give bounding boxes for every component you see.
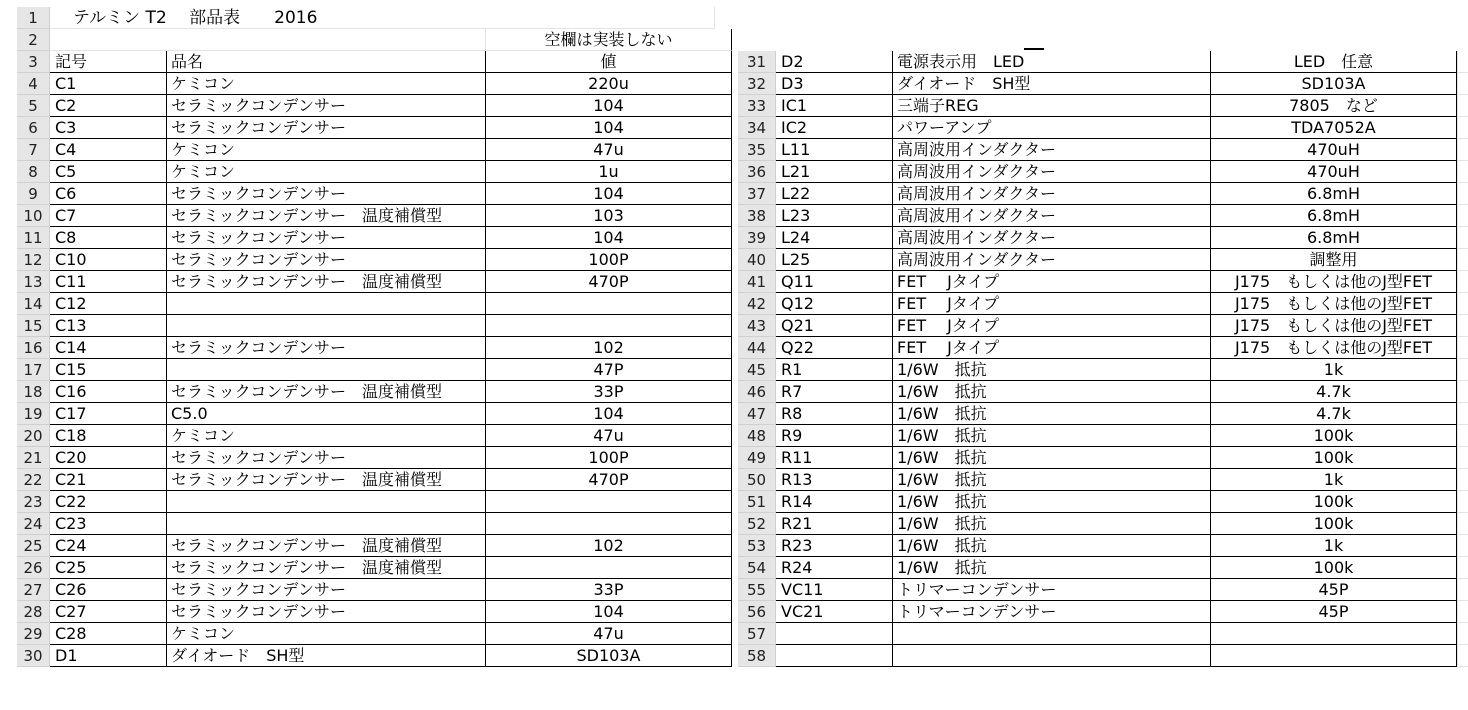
- cell-part-name[interactable]: 1/6W 抵抗: [893, 425, 1211, 447]
- cell-part-name[interactable]: トリマーコンデンサー: [893, 601, 1211, 623]
- cell-symbol[interactable]: D1: [50, 645, 167, 667]
- cell-empty[interactable]: [1457, 51, 1468, 73]
- cell-symbol[interactable]: [776, 623, 893, 645]
- cell-value[interactable]: 4.7k: [1211, 403, 1457, 425]
- dash-mark: [1024, 48, 1044, 50]
- cell-part-name[interactable]: [167, 315, 486, 337]
- cell-part-name[interactable]: 三端子REG: [893, 95, 1211, 117]
- cell-part-name[interactable]: 1/6W 抵抗: [893, 381, 1211, 403]
- cell-part-name[interactable]: セラミックコンデンサー 温度補償型: [167, 271, 486, 293]
- cell-part-name[interactable]: 電源表示用 LED: [893, 51, 1211, 73]
- cell-symbol[interactable]: L21: [776, 161, 893, 183]
- cell-symbol[interactable]: [776, 645, 893, 667]
- cell-part-name[interactable]: 高周波用インダクター: [893, 249, 1211, 271]
- row-header[interactable]: 25: [17, 535, 50, 557]
- row-header[interactable]: 12: [17, 249, 50, 271]
- cell-value[interactable]: 102: [486, 337, 732, 359]
- row-header[interactable]: 58: [738, 645, 776, 667]
- cell-symbol[interactable]: R24: [776, 557, 893, 579]
- header-symbol[interactable]: 記号: [50, 51, 167, 73]
- cell-empty[interactable]: [1457, 359, 1468, 381]
- note-cell[interactable]: 空欄は実装しない: [486, 29, 732, 51]
- cell-part-name[interactable]: セラミックコンデンサー: [167, 227, 486, 249]
- cell-empty[interactable]: [1457, 535, 1468, 557]
- cell-value[interactable]: 47P: [486, 359, 732, 381]
- row-header[interactable]: 15: [17, 315, 50, 337]
- row-header[interactable]: 18: [17, 381, 50, 403]
- cell-empty[interactable]: [1457, 491, 1468, 513]
- cell-part-name[interactable]: 1/6W 抵抗: [893, 557, 1211, 579]
- cell-part-name[interactable]: ケミコン: [167, 161, 486, 183]
- row-header[interactable]: 45: [738, 359, 776, 381]
- cell-empty[interactable]: [1457, 117, 1468, 139]
- row-header[interactable]: 20: [17, 425, 50, 447]
- row-header[interactable]: 47: [738, 403, 776, 425]
- row-header[interactable]: 39: [738, 227, 776, 249]
- cell-empty[interactable]: [1457, 315, 1468, 337]
- cell-value[interactable]: 6.8mH: [1211, 205, 1457, 227]
- row-header[interactable]: 16: [17, 337, 50, 359]
- cell-value[interactable]: [486, 491, 732, 513]
- cell-empty[interactable]: [1457, 227, 1468, 249]
- cell-value[interactable]: 6.8mH: [1211, 183, 1457, 205]
- cell-empty[interactable]: [1457, 249, 1468, 271]
- cell-value[interactable]: 6.8mH: [1211, 227, 1457, 249]
- cell-empty[interactable]: [1457, 205, 1468, 227]
- cell-symbol[interactable]: R23: [776, 535, 893, 557]
- cell-symbol[interactable]: R1: [776, 359, 893, 381]
- cell-part-name[interactable]: ダイオード SH型: [167, 645, 486, 667]
- row-header[interactable]: 9: [17, 183, 50, 205]
- cell-symbol[interactable]: C28: [50, 623, 167, 645]
- cell-value[interactable]: 103: [486, 205, 732, 227]
- row-header[interactable]: 11: [17, 227, 50, 249]
- cell-empty[interactable]: [1457, 447, 1468, 469]
- cell-value[interactable]: 47u: [486, 623, 732, 645]
- cell-symbol[interactable]: C17: [50, 403, 167, 425]
- row-header[interactable]: 27: [17, 579, 50, 601]
- cell-symbol[interactable]: C16: [50, 381, 167, 403]
- cell-part-name[interactable]: セラミックコンデンサー: [167, 117, 486, 139]
- cell-part-name[interactable]: セラミックコンデンサー 温度補償型: [167, 557, 486, 579]
- cell-symbol[interactable]: IC1: [776, 95, 893, 117]
- row-header[interactable]: 8: [17, 161, 50, 183]
- cell-value[interactable]: 調整用: [1211, 249, 1457, 271]
- cell-part-name[interactable]: 高周波用インダクター: [893, 205, 1211, 227]
- cell-value[interactable]: J175 もしくは他のJ型FET: [1211, 337, 1457, 359]
- cell-part-name[interactable]: 高周波用インダクター: [893, 183, 1211, 205]
- row-header[interactable]: 6: [17, 117, 50, 139]
- cell-symbol[interactable]: R13: [776, 469, 893, 491]
- cell-symbol[interactable]: L11: [776, 139, 893, 161]
- cell-symbol[interactable]: R9: [776, 425, 893, 447]
- cell-symbol[interactable]: VC21: [776, 601, 893, 623]
- cell-symbol[interactable]: VC11: [776, 579, 893, 601]
- cell-value[interactable]: 104: [486, 183, 732, 205]
- cell-symbol[interactable]: R11: [776, 447, 893, 469]
- cell-part-name[interactable]: セラミックコンデンサー: [167, 95, 486, 117]
- cell-symbol[interactable]: C26: [50, 579, 167, 601]
- cell-empty[interactable]: [1457, 183, 1468, 205]
- row-header[interactable]: 3: [17, 51, 50, 73]
- cell-empty[interactable]: [1457, 139, 1468, 161]
- cell-symbol[interactable]: C12: [50, 293, 167, 315]
- row-header[interactable]: 43: [738, 315, 776, 337]
- row-header[interactable]: 7: [17, 139, 50, 161]
- cell-part-name[interactable]: セラミックコンデンサー 温度補償型: [167, 381, 486, 403]
- cell-value[interactable]: [486, 315, 732, 337]
- cell-symbol[interactable]: C7: [50, 205, 167, 227]
- cell-value[interactable]: 1u: [486, 161, 732, 183]
- row-header[interactable]: 50: [738, 469, 776, 491]
- cell-part-name[interactable]: FET Jタイプ: [893, 315, 1211, 337]
- cell-symbol[interactable]: C5: [50, 161, 167, 183]
- cell-part-name[interactable]: C5.0: [167, 403, 486, 425]
- cell-empty[interactable]: [50, 29, 486, 51]
- cell-symbol[interactable]: Q21: [776, 315, 893, 337]
- cell-value[interactable]: J175 もしくは他のJ型FET: [1211, 293, 1457, 315]
- cell-value[interactable]: 104: [486, 403, 732, 425]
- cell-symbol[interactable]: IC2: [776, 117, 893, 139]
- cell-value[interactable]: SD103A: [486, 645, 732, 667]
- cell-symbol[interactable]: C3: [50, 117, 167, 139]
- cell-value[interactable]: [486, 513, 732, 535]
- row-header[interactable]: 41: [738, 271, 776, 293]
- row-header[interactable]: 32: [738, 73, 776, 95]
- cell-value[interactable]: 100k: [1211, 513, 1457, 535]
- cell-value[interactable]: 45P: [1211, 601, 1457, 623]
- cell-value[interactable]: 33P: [486, 579, 732, 601]
- cell-value[interactable]: 104: [486, 95, 732, 117]
- cell-symbol[interactable]: C25: [50, 557, 167, 579]
- row-header[interactable]: 56: [738, 601, 776, 623]
- cell-part-name[interactable]: セラミックコンデンサー: [167, 601, 486, 623]
- cell-part-name[interactable]: [167, 491, 486, 513]
- cell-value[interactable]: 470uH: [1211, 139, 1457, 161]
- row-header[interactable]: 1: [17, 7, 50, 29]
- cell-empty[interactable]: [1457, 271, 1468, 293]
- row-header[interactable]: 55: [738, 579, 776, 601]
- cell-symbol[interactable]: C20: [50, 447, 167, 469]
- cell-symbol[interactable]: R8: [776, 403, 893, 425]
- cell-value[interactable]: 470P: [486, 469, 732, 491]
- cell-empty[interactable]: [1457, 623, 1468, 645]
- cell-part-name[interactable]: セラミックコンデンサー: [167, 579, 486, 601]
- row-header[interactable]: 28: [17, 601, 50, 623]
- row-header[interactable]: 22: [17, 469, 50, 491]
- cell-symbol[interactable]: R21: [776, 513, 893, 535]
- cell-value[interactable]: [1211, 645, 1457, 667]
- row-header[interactable]: 29: [17, 623, 50, 645]
- cell-symbol[interactable]: C10: [50, 249, 167, 271]
- cell-symbol[interactable]: L22: [776, 183, 893, 205]
- cell-symbol[interactable]: D2: [776, 51, 893, 73]
- cell-empty[interactable]: [1457, 425, 1468, 447]
- cell-part-name[interactable]: [167, 293, 486, 315]
- cell-part-name[interactable]: 高周波用インダクター: [893, 139, 1211, 161]
- cell-part-name[interactable]: 高周波用インダクター: [893, 227, 1211, 249]
- cell-part-name[interactable]: FET Jタイプ: [893, 337, 1211, 359]
- cell-value[interactable]: TDA7052A: [1211, 117, 1457, 139]
- cell-part-name[interactable]: パワーアンプ: [893, 117, 1211, 139]
- row-header[interactable]: 57: [738, 623, 776, 645]
- cell-value[interactable]: LED 任意: [1211, 51, 1457, 73]
- cell-value[interactable]: 45P: [1211, 579, 1457, 601]
- cell-value[interactable]: 100P: [486, 447, 732, 469]
- cell-value[interactable]: SD103A: [1211, 73, 1457, 95]
- cell-symbol[interactable]: C8: [50, 227, 167, 249]
- cell-symbol[interactable]: C24: [50, 535, 167, 557]
- cell-part-name[interactable]: ケミコン: [167, 73, 486, 95]
- cell-empty[interactable]: [1457, 513, 1468, 535]
- cell-value[interactable]: 104: [486, 117, 732, 139]
- cell-value[interactable]: 100k: [1211, 425, 1457, 447]
- cell-symbol[interactable]: R7: [776, 381, 893, 403]
- cell-empty[interactable]: [1457, 469, 1468, 491]
- cell-empty[interactable]: [1457, 601, 1468, 623]
- cell-symbol[interactable]: C11: [50, 271, 167, 293]
- row-header[interactable]: 17: [17, 359, 50, 381]
- cell-value[interactable]: 102: [486, 535, 732, 557]
- cell-value[interactable]: 470uH: [1211, 161, 1457, 183]
- cell-part-name[interactable]: [893, 623, 1211, 645]
- row-header[interactable]: 36: [738, 161, 776, 183]
- cell-value[interactable]: 100k: [1211, 557, 1457, 579]
- row-header[interactable]: 26: [17, 557, 50, 579]
- cell-symbol[interactable]: L25: [776, 249, 893, 271]
- row-header[interactable]: 5: [17, 95, 50, 117]
- cell-symbol[interactable]: C21: [50, 469, 167, 491]
- cell-value[interactable]: 1k: [1211, 359, 1457, 381]
- cell-value[interactable]: 104: [486, 227, 732, 249]
- cell-part-name[interactable]: ケミコン: [167, 623, 486, 645]
- cell-part-name[interactable]: 1/6W 抵抗: [893, 491, 1211, 513]
- cell-part-name[interactable]: 高周波用インダクター: [893, 161, 1211, 183]
- cell-symbol[interactable]: Q22: [776, 337, 893, 359]
- cell-value[interactable]: 100k: [1211, 447, 1457, 469]
- row-header[interactable]: 4: [17, 73, 50, 95]
- cell-symbol[interactable]: C1: [50, 73, 167, 95]
- cell-part-name[interactable]: 1/6W 抵抗: [893, 535, 1211, 557]
- cell-value[interactable]: J175 もしくは他のJ型FET: [1211, 315, 1457, 337]
- cell-symbol[interactable]: R14: [776, 491, 893, 513]
- cell-value[interactable]: 100k: [1211, 491, 1457, 513]
- row-header[interactable]: 46: [738, 381, 776, 403]
- row-header[interactable]: 53: [738, 535, 776, 557]
- cell-symbol[interactable]: C6: [50, 183, 167, 205]
- row-header[interactable]: 31: [738, 51, 776, 73]
- cell-part-name[interactable]: 1/6W 抵抗: [893, 359, 1211, 381]
- header-value[interactable]: 値: [486, 51, 732, 73]
- cell-value[interactable]: [1211, 623, 1457, 645]
- cell-symbol[interactable]: C14: [50, 337, 167, 359]
- row-header[interactable]: 49: [738, 447, 776, 469]
- row-header[interactable]: 44: [738, 337, 776, 359]
- cell-part-name[interactable]: FET Jタイプ: [893, 271, 1211, 293]
- row-header[interactable]: 52: [738, 513, 776, 535]
- cell-value[interactable]: 1k: [1211, 469, 1457, 491]
- cell-part-name[interactable]: セラミックコンデンサー 温度補償型: [167, 535, 486, 557]
- cell-part-name[interactable]: [167, 359, 486, 381]
- cell-empty[interactable]: [1457, 293, 1468, 315]
- cell-value[interactable]: 47u: [486, 139, 732, 161]
- cell-symbol[interactable]: Q12: [776, 293, 893, 315]
- row-header[interactable]: 10: [17, 205, 50, 227]
- cell-value[interactable]: 470P: [486, 271, 732, 293]
- row-header[interactable]: 40: [738, 249, 776, 271]
- row-header[interactable]: 19: [17, 403, 50, 425]
- cell-symbol[interactable]: C2: [50, 95, 167, 117]
- cell-symbol[interactable]: D3: [776, 73, 893, 95]
- cell-part-name[interactable]: [167, 513, 486, 535]
- cell-empty[interactable]: [1457, 161, 1468, 183]
- row-header[interactable]: 48: [738, 425, 776, 447]
- cell-part-name[interactable]: ダイオード SH型: [893, 73, 1211, 95]
- cell-part-name[interactable]: セラミックコンデンサー: [167, 447, 486, 469]
- cell-empty[interactable]: [1457, 337, 1468, 359]
- cell-part-name[interactable]: [893, 645, 1211, 667]
- cell-symbol[interactable]: L24: [776, 227, 893, 249]
- cell-symbol[interactable]: C27: [50, 601, 167, 623]
- row-header[interactable]: 33: [738, 95, 776, 117]
- cell-symbol[interactable]: Q11: [776, 271, 893, 293]
- cell-part-name[interactable]: ケミコン: [167, 425, 486, 447]
- cell-symbol[interactable]: C18: [50, 425, 167, 447]
- row-header[interactable]: 42: [738, 293, 776, 315]
- cell-part-name[interactable]: 1/6W 抵抗: [893, 469, 1211, 491]
- header-name[interactable]: 品名: [167, 51, 486, 73]
- cell-value[interactable]: 1k: [1211, 535, 1457, 557]
- cell-part-name[interactable]: セラミックコンデンサー: [167, 183, 486, 205]
- cell-empty[interactable]: [1457, 95, 1468, 117]
- cell-part-name[interactable]: セラミックコンデンサー 温度補償型: [167, 205, 486, 227]
- cell-value[interactable]: J175 もしくは他のJ型FET: [1211, 271, 1457, 293]
- cell-part-name[interactable]: FET Jタイプ: [893, 293, 1211, 315]
- row-header[interactable]: 13: [17, 271, 50, 293]
- cell-empty[interactable]: [1457, 73, 1468, 95]
- cell-part-name[interactable]: ケミコン: [167, 139, 486, 161]
- cell-part-name[interactable]: セラミックコンデンサー 温度補償型: [167, 469, 486, 491]
- cell-value[interactable]: 220u: [486, 73, 732, 95]
- cell-symbol[interactable]: C13: [50, 315, 167, 337]
- row-header[interactable]: 51: [738, 491, 776, 513]
- cell-value[interactable]: 4.7k: [1211, 381, 1457, 403]
- cell-part-name[interactable]: 1/6W 抵抗: [893, 403, 1211, 425]
- cell-part-name[interactable]: 1/6W 抵抗: [893, 513, 1211, 535]
- row-header[interactable]: 24: [17, 513, 50, 535]
- row-header[interactable]: 30: [17, 645, 50, 667]
- cell-value[interactable]: 47u: [486, 425, 732, 447]
- cell-value[interactable]: [486, 557, 732, 579]
- cell-value[interactable]: 104: [486, 601, 732, 623]
- cell-empty[interactable]: [1457, 381, 1468, 403]
- row-header[interactable]: 34: [738, 117, 776, 139]
- row-header[interactable]: 37: [738, 183, 776, 205]
- cell-part-name[interactable]: 1/6W 抵抗: [893, 447, 1211, 469]
- cell-symbol[interactable]: C15: [50, 359, 167, 381]
- cell-symbol[interactable]: C4: [50, 139, 167, 161]
- cell-empty[interactable]: [1457, 579, 1468, 601]
- cell-value[interactable]: [486, 293, 732, 315]
- sheet-title[interactable]: テルミン T2 部品表 2016: [50, 7, 715, 29]
- cell-symbol[interactable]: C23: [50, 513, 167, 535]
- cell-empty[interactable]: [1457, 403, 1468, 425]
- cell-value[interactable]: 7805 など: [1211, 95, 1457, 117]
- cell-empty[interactable]: [1457, 645, 1468, 667]
- row-header[interactable]: 35: [738, 139, 776, 161]
- cell-part-name[interactable]: セラミックコンデンサー: [167, 249, 486, 271]
- row-header[interactable]: 14: [17, 293, 50, 315]
- cell-value[interactable]: 33P: [486, 381, 732, 403]
- cell-empty[interactable]: [1457, 557, 1468, 579]
- row-header[interactable]: 38: [738, 205, 776, 227]
- cell-part-name[interactable]: トリマーコンデンサー: [893, 579, 1211, 601]
- cell-symbol[interactable]: C22: [50, 491, 167, 513]
- row-header[interactable]: 54: [738, 557, 776, 579]
- cell-symbol[interactable]: L23: [776, 205, 893, 227]
- row-header[interactable]: 2: [17, 29, 50, 51]
- cell-value[interactable]: 100P: [486, 249, 732, 271]
- row-header[interactable]: 21: [17, 447, 50, 469]
- row-header[interactable]: 23: [17, 491, 50, 513]
- cell-part-name[interactable]: セラミックコンデンサー: [167, 337, 486, 359]
